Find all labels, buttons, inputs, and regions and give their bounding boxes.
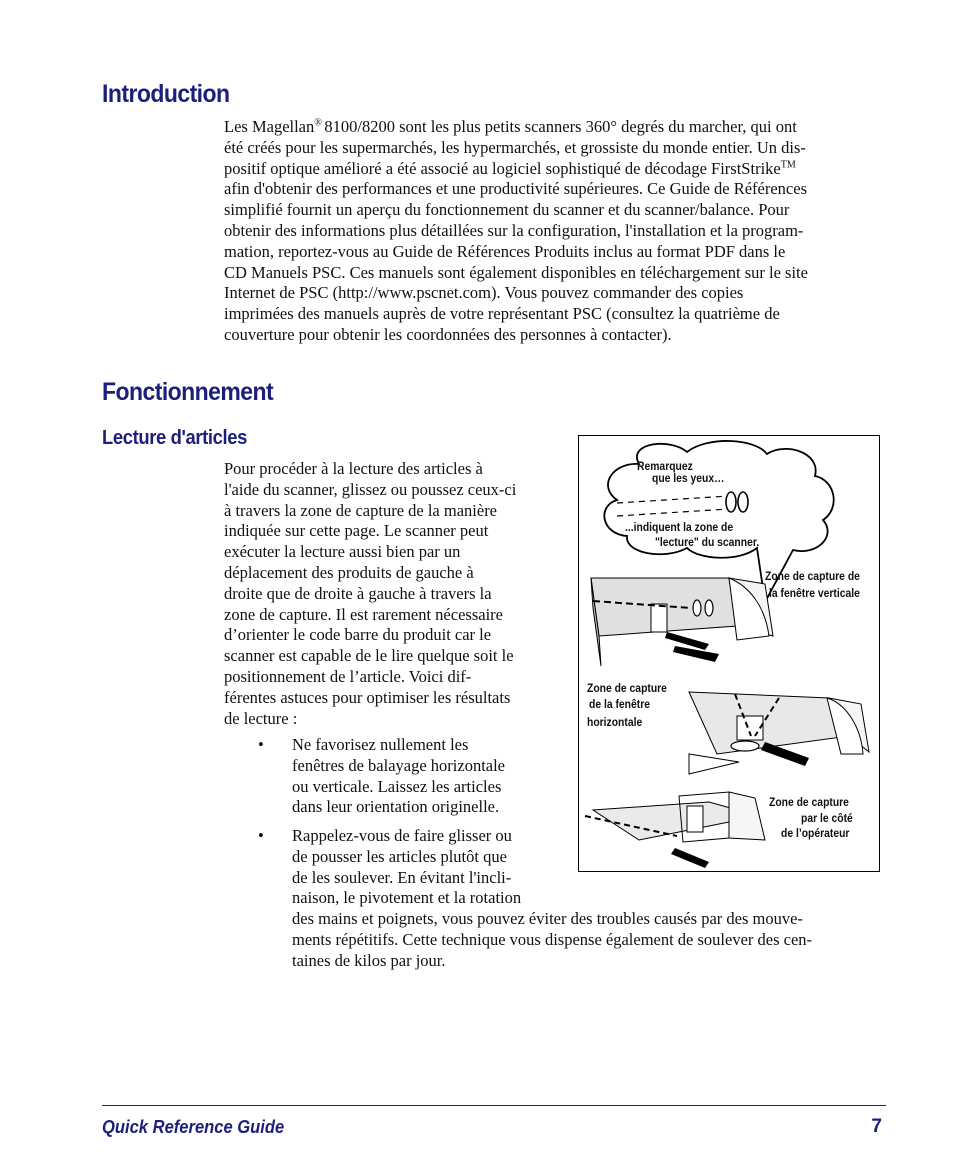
scanner-horizontal-window-drawing	[689, 692, 869, 774]
text-line: de les soulever. En évitant l'incli-	[292, 867, 512, 887]
label-operator-side-zone: par le côté	[801, 813, 853, 825]
label-operator-side-zone: Zone de capture	[769, 797, 849, 809]
text-line: positif optique amélioré a été associé au logiciel sophistiqué de décodage FirstStrike™	[224, 158, 796, 178]
introduction-paragraph	[224, 117, 889, 346]
page-number: 7	[871, 1116, 882, 1137]
heading-fonctionnement: Fonctionnement	[102, 378, 274, 406]
text-line: zone de capture. Il est rarement nécessaire	[224, 604, 503, 624]
subheading-lecture-articles: Lecture d'articles	[102, 427, 248, 449]
text-line: dans leur orientation originelle.	[292, 797, 500, 817]
footer-title: Quick Reference Guide	[102, 1117, 285, 1137]
bubble-label: "lecture" du scanner.	[655, 537, 760, 549]
text-line: Rappelez-vous de faire glisser ou	[292, 826, 512, 845]
text-line: taines de kilos par jour.	[292, 950, 446, 970]
text-line: des mains et poignets, vous pouvez éviter des troubles causés par des mouve-	[292, 909, 803, 929]
text-line: afin d'obtenir des performances et une productivité supérieures. Ce Guide de Références	[224, 179, 807, 199]
text-line: à travers la zone de capture de la manière	[224, 500, 498, 520]
scanner-vertical-window-drawing	[591, 578, 773, 666]
text-line: ments répétitifs. Cette technique vous dispense également de soulever des cen-	[292, 929, 813, 949]
text-line: d’orienter le code barre du produit car le	[224, 625, 492, 645]
bullet-item	[292, 735, 505, 818]
text-line: déplacement des produits de gauche à	[224, 562, 474, 582]
label-horizontal-window-zone: de la fenêtre	[589, 699, 650, 711]
text-line: positionnement de l’article. Voici dif-	[224, 666, 472, 686]
text-line: scanner est capable de le lire quelque soit le	[224, 646, 514, 666]
text-line: CD Manuels PSC. Ces manuels sont également disponibles en téléchargement sur le site	[224, 262, 808, 282]
text-line: naison, le pivotement et la rotation	[292, 888, 522, 908]
eye-icon	[738, 492, 748, 512]
text-line: Internet de PSC (http://www.pscnet.com). Vous pouvez commander des copies	[224, 283, 744, 303]
text-line: férentes astuces pour optimiser les résultats	[224, 687, 511, 707]
label-horizontal-window-zone: horizontale	[587, 717, 643, 729]
label-operator-side-zone: de l’opérateur	[781, 828, 850, 840]
label-vertical-window-zone: Zone de capture de	[765, 571, 860, 583]
label-vertical-window-zone: la fenêtre verticale	[769, 588, 860, 600]
heading-introduction: Introduction	[102, 80, 230, 108]
text-line: de lecture :	[224, 708, 298, 728]
text-line: Pour procéder à la lecture des articles à	[224, 459, 483, 478]
text-line: exécuter la lecture aussi bien par un	[224, 542, 461, 562]
text-line: fenêtres de balayage horizontale	[292, 755, 506, 775]
scanner-capture-zones-figure	[578, 435, 880, 872]
bullet-symbol: •	[258, 826, 264, 845]
eye-icon	[726, 492, 736, 512]
text-line: été créés pour les supermarchés, les hypermarchés, et grossiste du monde entier. Un dis-	[224, 137, 806, 157]
text-line: simplifié fournit un aperçu du fonctionnement du scanner et du scanner/balance. Pour	[224, 200, 790, 220]
text-line: couverture pour obtenir les coordonnées des personnes à contacter).	[224, 324, 672, 344]
text-line: droite que de droite à gauche à travers la	[224, 583, 492, 603]
text-line: Les Magellan® 8100/8200 sont les plus petits scanners 360° degrés du marcher, qui ont	[224, 117, 797, 136]
scanner-operator-side-drawing	[585, 792, 765, 868]
text-line: obtenir des informations plus détaillées sur la configuration, l'installation et la program-	[224, 220, 804, 240]
text-line: imprimées des manuels auprès de votre représentant PSC (consultez la quatrième de	[224, 304, 780, 324]
label-horizontal-window-zone: Zone de capture	[587, 683, 667, 695]
bullet-symbol: •	[258, 735, 264, 754]
text-line: ou verticale. Laissez les articles	[292, 776, 502, 796]
bubble-label: que les yeux…	[652, 473, 725, 485]
footer-rule	[102, 1105, 886, 1106]
text-line: indiquée sur cette page. Le scanner peut	[224, 521, 489, 541]
text-line: de pousser les articles plutôt que	[292, 846, 507, 866]
bubble-label: Remarquez	[637, 461, 693, 473]
lecture-paragraph	[224, 459, 554, 729]
text-line: l'aide du scanner, glissez ou poussez ceux-ci	[224, 479, 517, 499]
text-line: Ne favorisez nullement les	[292, 735, 469, 754]
text-line: mation, reportez-vous au Guide de Références Produits inclus au format PDF dans le	[224, 241, 786, 261]
bubble-label: ...indiquent la zone de	[625, 522, 734, 534]
